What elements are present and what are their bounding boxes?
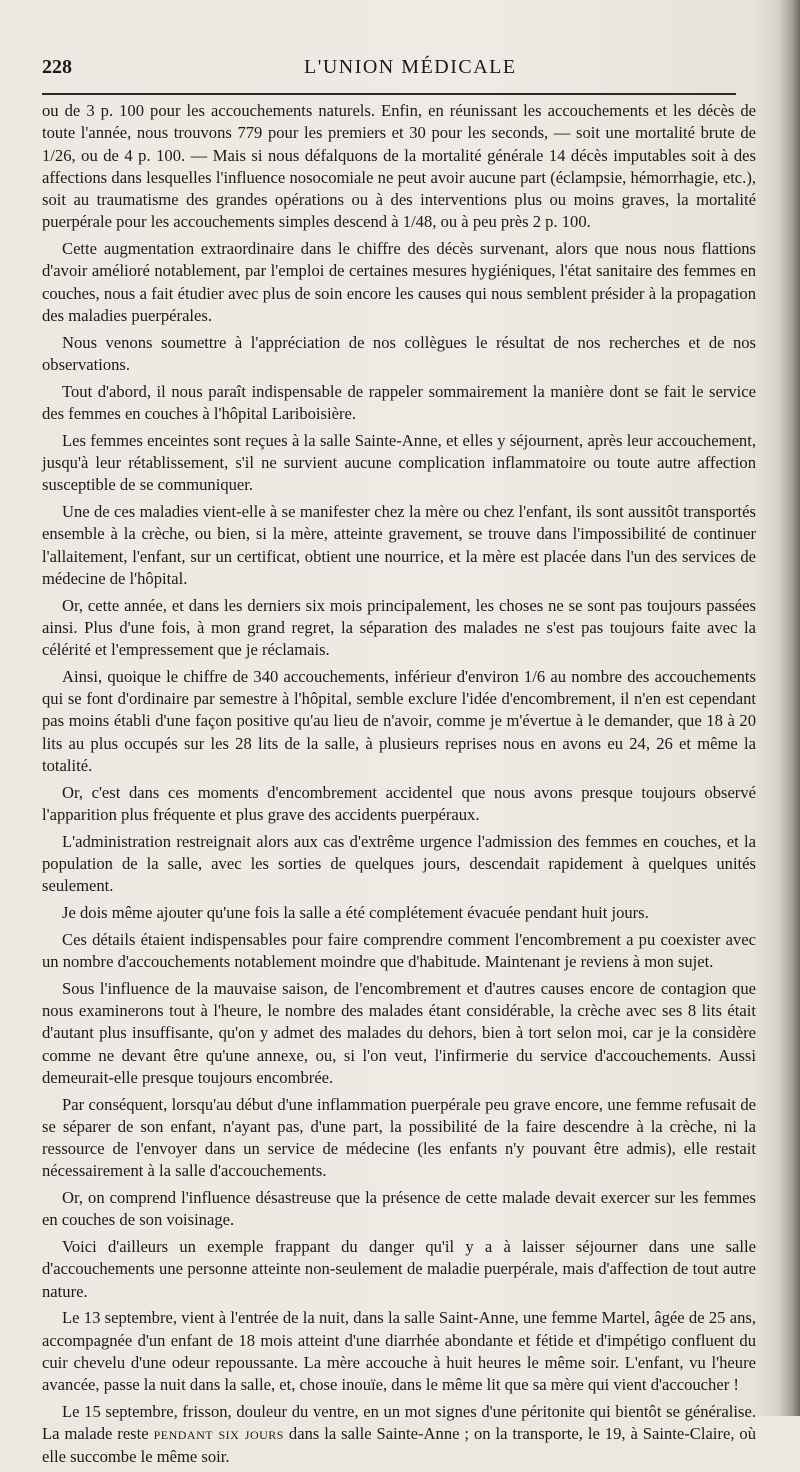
paragraph: Ainsi, quoique le chiffre de 340 accouchements, inférieur d'environ 1/6 au nombre des accouchements qui se font d'ordinaire par semestre à l'hôpital, semble exclure l'idée d'encombrement, il n'en est cependant pas moins établi d'une façon positive qu'au lieu de n'avoir, comme je m'évertue à le demander, que 18 à 20 lits au plus occupés sur les 28 lits de la salle, à plusieurs reprises nous en avons eu 24, 26 et même la totalité. bbox=[42, 666, 756, 776]
paragraph: Les femmes enceintes sont reçues à la salle Sainte-Anne, et elles y séjournent, après leur accouchement, jusqu'à leur rétablissement, s'il ne survient aucune complication inflammatoire ou toute autre affection susceptible de se communiquer. bbox=[42, 430, 756, 495]
paragraph: Une de ces maladies vient-elle à se manifester chez la mère ou chez l'enfant, ils sont aussitôt transportés ensemble à la crèche, ou bien, si la mère, atteinte gravement, se trouve dans l'impossibilité de continuer l'allaitement, l'enfant, sur un certificat, obtient une nourrice, et la mère est placée dans l'un des services de médecine de l'hôpital. bbox=[42, 502, 756, 588]
paragraph: Or, cette année, et dans les derniers six mois principalement, les choses ne se sont pas toujours passées ainsi. Plus d'une fois, à mon grand regret, la séparation des malades ne s'est pas toujours faite avec la célérité et l'empressement que je réclamais. bbox=[42, 595, 756, 660]
paragraph: Or, c'est dans ces moments d'encombrement accidentel que nous avons presque toujours observé l'apparition plus fréquente et plus grave des accidents puerpéraux. bbox=[42, 782, 756, 825]
paragraph: Sous l'influence de la mauvaise saison, de l'encombrement et d'autres causes encore de contagion que nous examinerons tout à l'heure, le nombre des malades étant considérable, la crèche avec ses 8 lits était d'autant plus insuffisante, qu'on y admet des malades du dehors, bien à tort selon moi, car je la considère comme ne devant être qu'une annexe, ou, si l'on veut, l'infirmerie du service d'accouchements. Aussi demeurait-elle presque toujours encombrée. bbox=[42, 978, 756, 1087]
running-title: L'UNION MÉDICALE bbox=[304, 56, 517, 78]
paragraph: Cette augmentation extraordinaire dans le chiffre des décès survenant, alors que nous nous flattions d'avoir amélioré notablement, par l'emploi de certaines mesures hygiéniques, l'état sanitaire des femmes en couches, nous a fait étudier avec plus de soin encore les causes qui nous semblent présider à la propagation des maladies puerpérales. bbox=[42, 239, 756, 326]
paragraph: Voici d'ailleurs un exemple frappant du danger qu'il y a à laisser séjourner dans une salle d'accouchements une personne atteinte non-seulement de maladie puerpérale, mais d'affection de tout autre nature. bbox=[42, 1237, 756, 1301]
paragraph: Le 13 septembre, vient à l'entrée de la nuit, dans la salle Saint-Anne, une femme Martel, âgée de 25 ans, accompagnée d'un enfant de 18 mois atteint d'une diarrhée abondante et fétide et d'impétigo confluent du cuir chevelu d'une odeur repoussante. La mère accouche à huit heures le même soir. L'enfant, vu l'heure avancée, passe la nuit dans la salle, et, chose inouïe, dans le même lit que sa mère qui vient d'accoucher ! bbox=[42, 1308, 756, 1395]
paragraph-last-text-before: Le 15 septembre, frisson, douleur du ventre, en un mot signes d'une péritonite qui bientôt se généralise. La malade reste bbox=[42, 1401, 756, 1444]
body-text bbox=[42, 100, 756, 1472]
paragraph: Ces détails étaient indispensables pour faire comprendre comment l'encombrement a pu coexister avec un nombre d'accouchements notablement moindre que d'habitude. Maintenant je reviens à mon sujet. bbox=[42, 929, 756, 971]
paragraph: Par conséquent, lorsqu'au début d'une inflammation puerpérale peu grave encore, une femme refusait de se séparer de son enfant, n'ayant pas, d'une part, la possibilité de la faire descendre à la crèche, ni la ressource de l'envoyer dans un service de médecine (les enfants n'y pouvant être admis), elle restait nécessairement à la salle d'accouchements. bbox=[42, 1094, 756, 1181]
page-number: 228 bbox=[42, 56, 72, 78]
emphasis-text: pendant six jours bbox=[153, 1424, 284, 1444]
page-header bbox=[42, 56, 742, 86]
header-rule bbox=[42, 93, 736, 95]
paragraph: Je dois même ajouter qu'une fois la salle a été complétement évacuée pendant huit jours. bbox=[62, 903, 649, 922]
paragraph-last bbox=[42, 1401, 756, 1468]
page-edge-shadow bbox=[778, 0, 800, 1416]
paragraph: Tout d'abord, il nous paraît indispensable de rappeler sommairement la manière dont se fait le service des femmes en couches à l'hôpital Lariboisière. bbox=[42, 381, 756, 424]
paragraph: L'administration restreignait alors aux cas d'extrême urgence l'admission des femmes en couches, et la population de la salle, avec les sorties de quelques jours, descendait rapidement à quelques unités seulement. bbox=[42, 831, 756, 896]
paragraph: Nous venons soumettre à l'appréciation de nos collègues le résultat de nos recherches et de nos observations. bbox=[42, 332, 756, 375]
paragraph: Or, on comprend l'influence désastreuse que la présence de cette malade devait exercer sur les femmes en couches de son voisinage. bbox=[42, 1188, 756, 1230]
paragraph: ou de 3 p. 100 pour les accouchements naturels. Enfin, en réunissant les accouchements et les décès de toute l'année, nous trouvons 779 pour les premiers et 30 pour les seconds, — soit une mortalité brute de 1/26, ou de 4 p. 100. — Mais si nous défalquons de la mortalité générale 14 décès imputables soit à des affections dans lesquelles l'influence nosocomiale ne peut avoir aucune part (éclampsie, hémorrhagie, etc.), soit au traumatisme des grandes opérations ou à des interventions plus ou moins graves, la mortalité puerpérale pour les accouchements simples descend à 1/48, ou à peu près 2 p. 100. bbox=[42, 101, 756, 232]
paragraph-last-text-after: dans la salle Sainte-Anne ; on la transporte, le 19, à Sainte-Claire, où elle succombe le même soir. bbox=[42, 1424, 756, 1466]
